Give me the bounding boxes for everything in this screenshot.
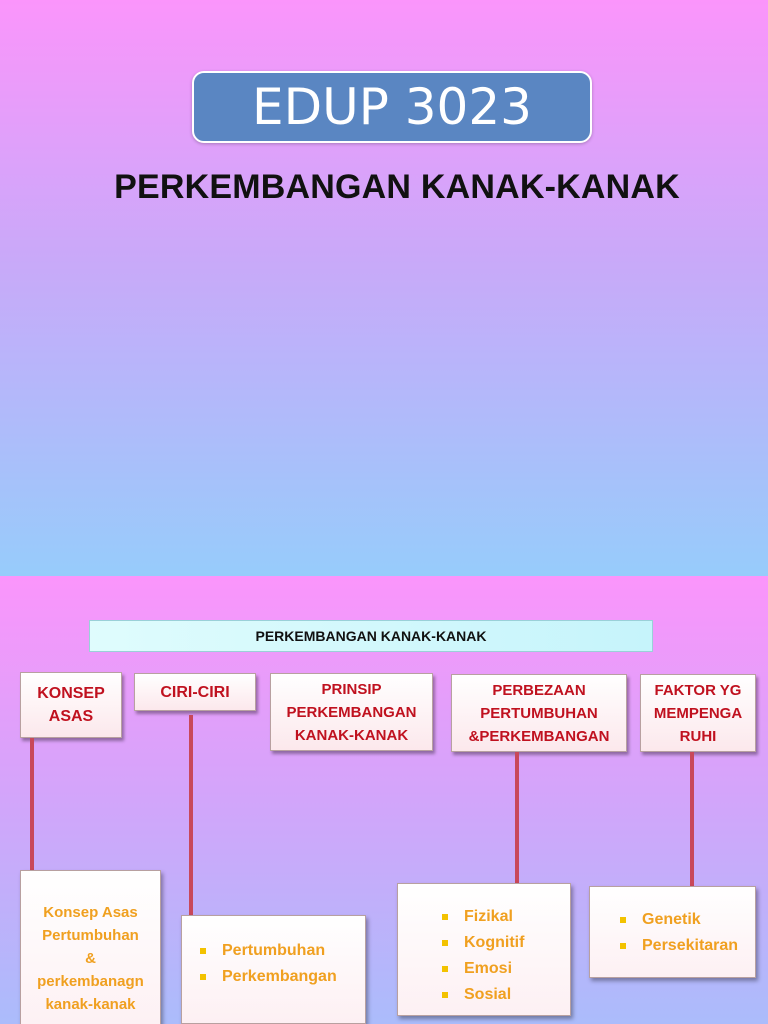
perbezaan-list xyxy=(442,904,570,1008)
faktor-list xyxy=(620,907,755,959)
list-item: Fizikal xyxy=(442,904,570,930)
bullet-icon xyxy=(620,943,626,949)
bullet-icon xyxy=(620,917,626,923)
category-perbezaan: PERBEZAAN PERTUMBUHAN &PERKEMBANGAN xyxy=(451,674,627,752)
list-item: Perkembangan xyxy=(200,964,365,990)
connector-ciri xyxy=(189,715,193,915)
bullet-icon xyxy=(200,974,206,980)
category-konsep-asas: KONSEP ASAS xyxy=(20,672,122,738)
detail-perbezaan xyxy=(397,883,571,1016)
bullet-icon xyxy=(442,992,448,998)
category-ciri-ciri: CIRI-CIRI xyxy=(134,673,256,711)
connector-konsep xyxy=(30,738,34,870)
detail-ciri-ciri xyxy=(181,915,366,1024)
detail-faktor xyxy=(589,886,756,978)
detail-konsep-text: Konsep Asas Pertumbuhan & perkembanagn kanak-kanak xyxy=(37,904,144,1013)
list-item: Kognitif xyxy=(442,930,570,956)
course-code-box: EDUP 3023 xyxy=(192,71,592,143)
slide-subtitle: PERKEMBANGAN KANAK-KANAK xyxy=(114,168,680,206)
connector-faktor xyxy=(690,752,694,886)
concept-map-slide xyxy=(0,576,768,1024)
list-item: Emosi xyxy=(442,956,570,982)
bullet-icon xyxy=(442,940,448,946)
list-item: Pertumbuhan xyxy=(200,938,365,964)
detail-konsep-asas xyxy=(20,870,161,1024)
ciri-list xyxy=(200,938,365,990)
list-item: Genetik xyxy=(620,907,755,933)
list-item: Sosial xyxy=(442,982,570,1008)
concept-map-header: PERKEMBANGAN KANAK-KANAK xyxy=(89,620,653,652)
category-prinsip: PRINSIP PERKEMBANGAN KANAK-KANAK xyxy=(270,673,433,751)
connector-perbezaan xyxy=(515,752,519,884)
list-item: Persekitaran xyxy=(620,933,755,959)
category-faktor: FAKTOR YG MEMPENGA RUHI xyxy=(640,674,756,752)
bullet-icon xyxy=(200,948,206,954)
bullet-icon xyxy=(442,914,448,920)
bullet-icon xyxy=(442,966,448,972)
